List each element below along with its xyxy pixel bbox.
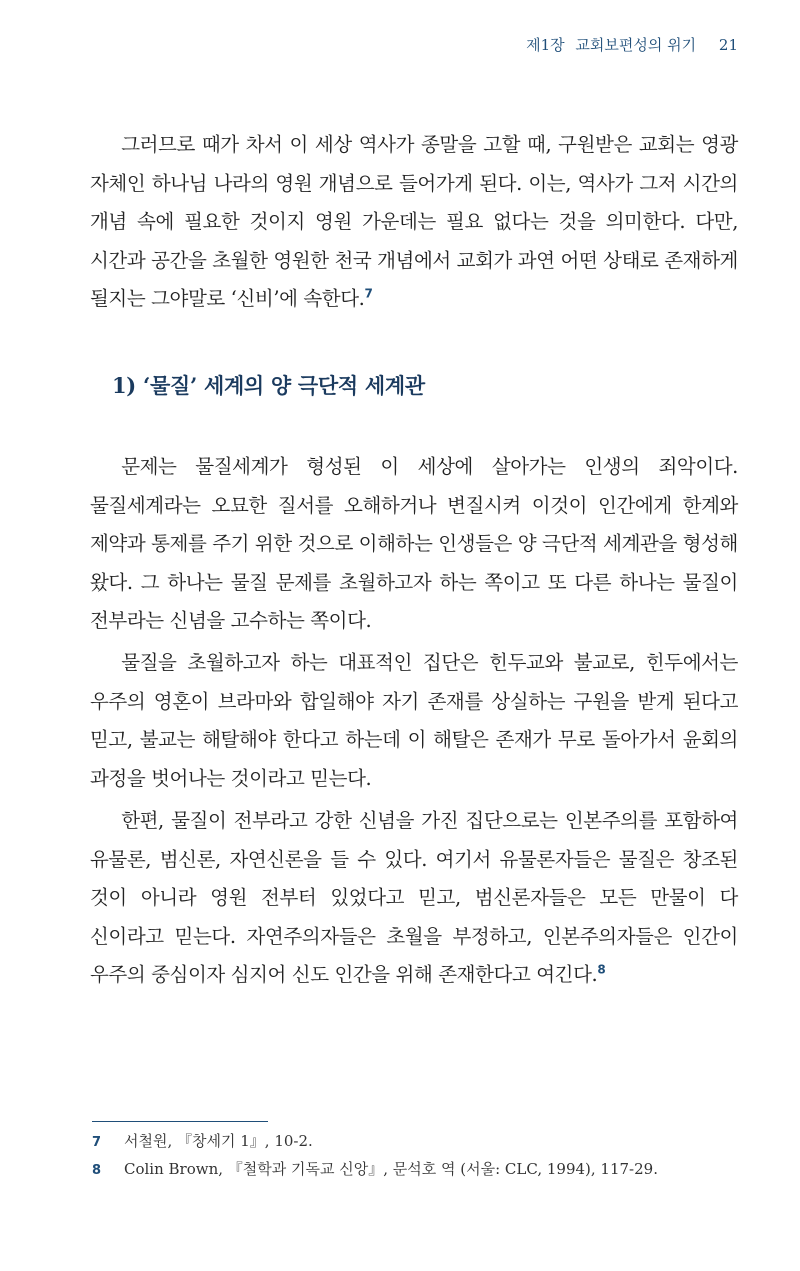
- header-title: 교회보편성의 위기: [575, 36, 697, 54]
- footnote-divider: [92, 1121, 268, 1122]
- page-number: 21: [718, 36, 738, 54]
- footnotes: [92, 1128, 752, 1184]
- footnote-ref-8[interactable]: 8: [597, 962, 606, 977]
- paragraph-text: 그러므로 때가 차서 이 세상 역사가 종말을 고할 때, 구원받은 교회는 영광 자체인 하나님 나라의 영원 개념으로 들어가게 된다. 이는, 역사가 그저 시간의 개념 속에 필요한 것이지 영원 가운데는 필요 없다는 것을 의미한다. 다만, 시간과 공간을 초월한 영원한 천국 개념에서 교회가 과연 어떤 상태로 존재하게 될지는 그야말로 ‘신비’에 속한다.: [90, 133, 738, 310]
- footnote-ref-7[interactable]: 7: [364, 286, 373, 301]
- paragraph-text: 문제는 물질세계가 형성된 이 세상에 살아가는 인생의 죄악이다. 물질세계라는 오묘한 질서를 오해하거나 변질시켜 이것이 인간에게 한계와 제약과 통제를 주기 위한 것으로 이해하는 인생들은 양 극단적 세계관을 형성해 왔다. 그 하나는 물질 문제를 초월하고자 하는 쪽이고 또 다른 하나는 물질이 전부라는 신념을 고수하는 쪽이다.: [90, 455, 738, 632]
- footnote-text: Colin Brown, 『철학과 기독교 신앙』, 문석호 역 (서울: CLC, 1994), 117-29.: [124, 1160, 658, 1178]
- paragraph-text: 한편, 물질이 전부라고 강한 신념을 가진 집단으로는 인본주의를 포함하여 유물론, 범신론, 자연신론을 들 수 있다. 여기서 유물론자들은 물질은 창조된 것이 아니라 영원 전부터 있었다고 믿고, 범신론자들은 모든 만물이 다 신이라고 믿는다. 자연주의자들은 초월을 부정하고, 인본주의자들은 인간이 우주의 중심이자 심지어 신도 인간을 위해 존재한다고 여긴다.: [90, 809, 738, 986]
- footnote-8: [92, 1156, 752, 1184]
- header-chapter: 제1장: [526, 36, 565, 54]
- footnote-number: 7: [92, 1135, 102, 1150]
- body-paragraph-2: [90, 448, 738, 641]
- running-header: [520, 34, 738, 55]
- section-heading: 1) ‘물질’ 세계의 양 극단적 세계관: [112, 373, 425, 398]
- body-paragraph-1: [90, 126, 738, 319]
- body-paragraph-4: [90, 802, 738, 995]
- paragraph-text: 물질을 초월하고자 하는 대표적인 집단은 힌두교와 불교로, 힌두에서는 우주의 영혼이 브라마와 합일해야 자기 존재를 상실하는 구원을 받게 된다고 믿고, 불교는 해탈해야 한다고 하는데 이 해탈은 존재가 무로 돌아가서 윤회의 과정을 벗어나는 것이라고 믿는다.: [90, 651, 738, 790]
- footnote-text: 서철원, 『창세기 1』, 10-2.: [124, 1132, 313, 1150]
- footnote-7: [92, 1128, 752, 1156]
- body-paragraph-3: [90, 644, 738, 798]
- footnote-number: 8: [92, 1163, 102, 1178]
